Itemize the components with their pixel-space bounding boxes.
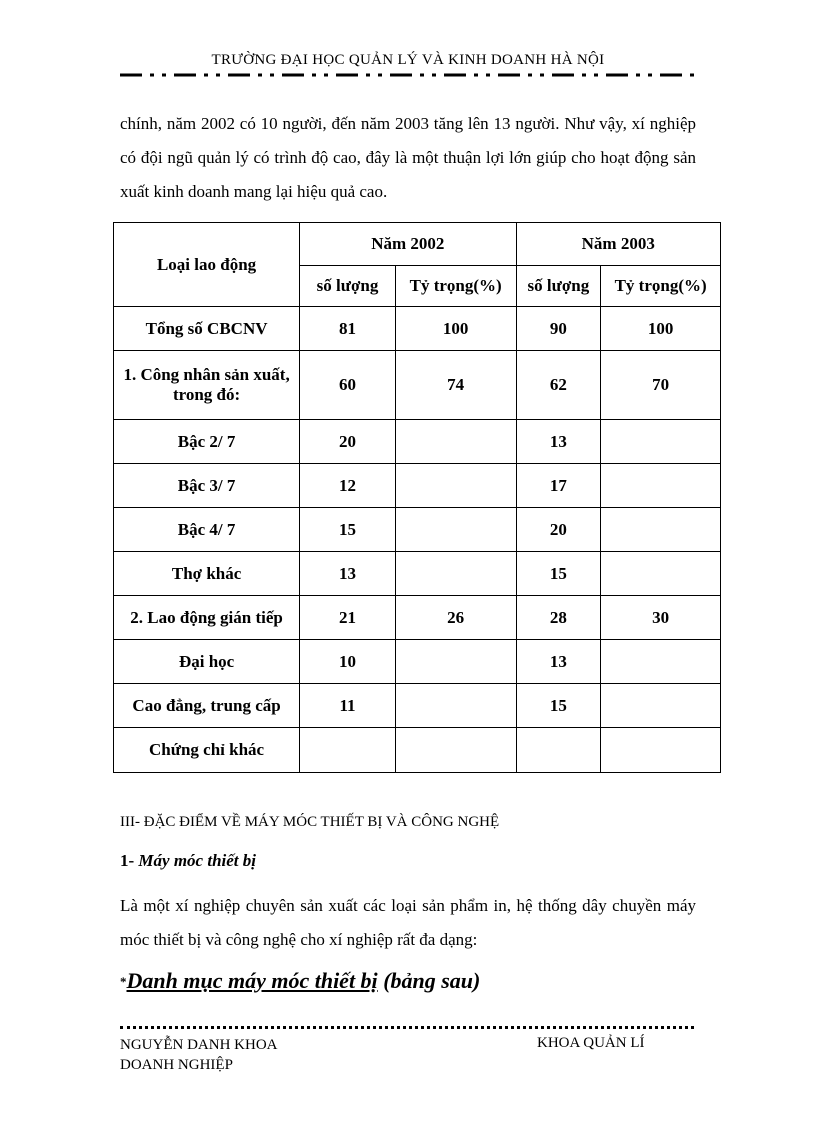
catalog-bullet: *: [120, 974, 127, 989]
footer-author-dept: DOANH NGHIỆP: [120, 1057, 233, 1073]
equipment-paragraph: Là một xí nghiệp chuyên sản xuất các loại sản phẩm in, hệ thống dây chuyền máy móc thiết bị và công nghệ cho xí nghiệp rất đa dạng:: [120, 896, 696, 949]
header-dashed-rule: [120, 72, 700, 78]
table-row: [114, 508, 721, 552]
cell-ratio-2002: [395, 640, 516, 684]
cell-ratio-2003: 100: [601, 307, 721, 351]
header-qty-2003: số lượng: [516, 266, 601, 307]
table-row: [114, 684, 721, 728]
cell-qty-2002: 81: [300, 307, 396, 351]
cell-ratio-2003: 70: [601, 351, 721, 420]
table-row: [114, 640, 721, 684]
cell-ratio-2002: 26: [395, 596, 516, 640]
cell-qty-2003: [516, 728, 601, 773]
cell-ratio-2003: [601, 508, 721, 552]
cell-ratio-2003: [601, 552, 721, 596]
labor-table: [113, 222, 721, 773]
cell-ratio-2002: [395, 420, 516, 464]
header-year-2003: Năm 2003: [516, 223, 720, 266]
subsection-heading: [120, 851, 256, 871]
row-label: Bậc 3/ 7: [114, 464, 300, 508]
table-row: [114, 464, 721, 508]
cell-ratio-2002: [395, 464, 516, 508]
cell-ratio-2003: [601, 420, 721, 464]
cell-ratio-2003: [601, 640, 721, 684]
row-label: Chứng chỉ khác: [114, 728, 300, 773]
cell-qty-2002: [300, 728, 396, 773]
cell-ratio-2002: [395, 552, 516, 596]
table-row: [114, 728, 721, 773]
cell-qty-2002: 12: [300, 464, 396, 508]
cell-ratio-2002: [395, 508, 516, 552]
row-label: Bậc 2/ 7: [114, 420, 300, 464]
cell-qty-2003: 15: [516, 684, 601, 728]
page-header-title: TRƯỜNG ĐẠI HỌC QUẢN LÝ VÀ KINH DOANH HÀ NỘI: [211, 52, 605, 68]
row-label: 1. Công nhân sản xuất, trong đó:: [114, 351, 300, 420]
cell-ratio-2003: [601, 464, 721, 508]
row-label: Thợ khác: [114, 552, 300, 596]
table-row: [114, 307, 721, 351]
cell-qty-2003: 90: [516, 307, 601, 351]
footer-dotted-rule: [120, 1026, 694, 1029]
footer-faculty: KHOA QUẢN LÍ: [537, 1035, 645, 1051]
row-label: Tổng số CBCNV: [114, 307, 300, 351]
intro-paragraph: chính, năm 2002 có 10 người, đến năm 2003 tăng lên 13 người. Như vậy, xí nghiệp có đội ngũ quản lý có trình độ cao, đây là một thuận lợi lớn giúp cho hoạt động sản xuất kinh doanh mang lại hiệu quả cao.: [120, 114, 696, 201]
cell-qty-2003: 28: [516, 596, 601, 640]
cell-ratio-2002: [395, 684, 516, 728]
cell-ratio-2003: 30: [601, 596, 721, 640]
catalog-suffix: (bảng sau): [377, 968, 481, 993]
cell-qty-2002: 60: [300, 351, 396, 420]
catalog-underlined-text: Danh mục máy móc thiết bị: [126, 968, 378, 993]
row-label: Cao đẳng, trung cấp: [114, 684, 300, 728]
cell-qty-2003: 13: [516, 420, 601, 464]
header-ratio-2003: Tỷ trọng(%): [601, 266, 721, 307]
equipment-catalog-title: [120, 968, 480, 994]
header-ratio-2002: Tỷ trọng(%): [395, 266, 516, 307]
table-row: [114, 420, 721, 464]
subsection-number: 1-: [120, 851, 139, 870]
header-labor-type: Loại lao động: [114, 223, 300, 307]
cell-qty-2003: 62: [516, 351, 601, 420]
cell-ratio-2003: [601, 684, 721, 728]
cell-ratio-2002: [395, 728, 516, 773]
row-label: Bậc 4/ 7: [114, 508, 300, 552]
cell-qty-2002: 21: [300, 596, 396, 640]
cell-qty-2003: 13: [516, 640, 601, 684]
footer-author-name: NGUYỄN DANH KHOA: [120, 1037, 278, 1053]
cell-qty-2003: 15: [516, 552, 601, 596]
cell-ratio-2002: 100: [395, 307, 516, 351]
cell-ratio-2002: 74: [395, 351, 516, 420]
cell-ratio-2003: [601, 728, 721, 773]
subsection-title: Máy móc thiết bị: [138, 851, 256, 870]
row-label: 2. Lao động gián tiếp: [114, 596, 300, 640]
cell-qty-2002: 13: [300, 552, 396, 596]
cell-qty-2002: 10: [300, 640, 396, 684]
footer-author: [120, 1035, 278, 1075]
table-row: [114, 552, 721, 596]
row-label: Đại học: [114, 640, 300, 684]
cell-qty-2003: 17: [516, 464, 601, 508]
table-row: [114, 351, 721, 420]
section-heading: III- ĐẶC ĐIỂM VỀ MÁY MÓC THIẾT BỊ VÀ CÔNG NGHỆ: [120, 814, 500, 830]
cell-qty-2003: 20: [516, 508, 601, 552]
table-row: [114, 596, 721, 640]
header-year-2002: Năm 2002: [300, 223, 516, 266]
header-qty-2002: số lượng: [300, 266, 396, 307]
cell-qty-2002: 15: [300, 508, 396, 552]
cell-qty-2002: 11: [300, 684, 396, 728]
cell-qty-2002: 20: [300, 420, 396, 464]
